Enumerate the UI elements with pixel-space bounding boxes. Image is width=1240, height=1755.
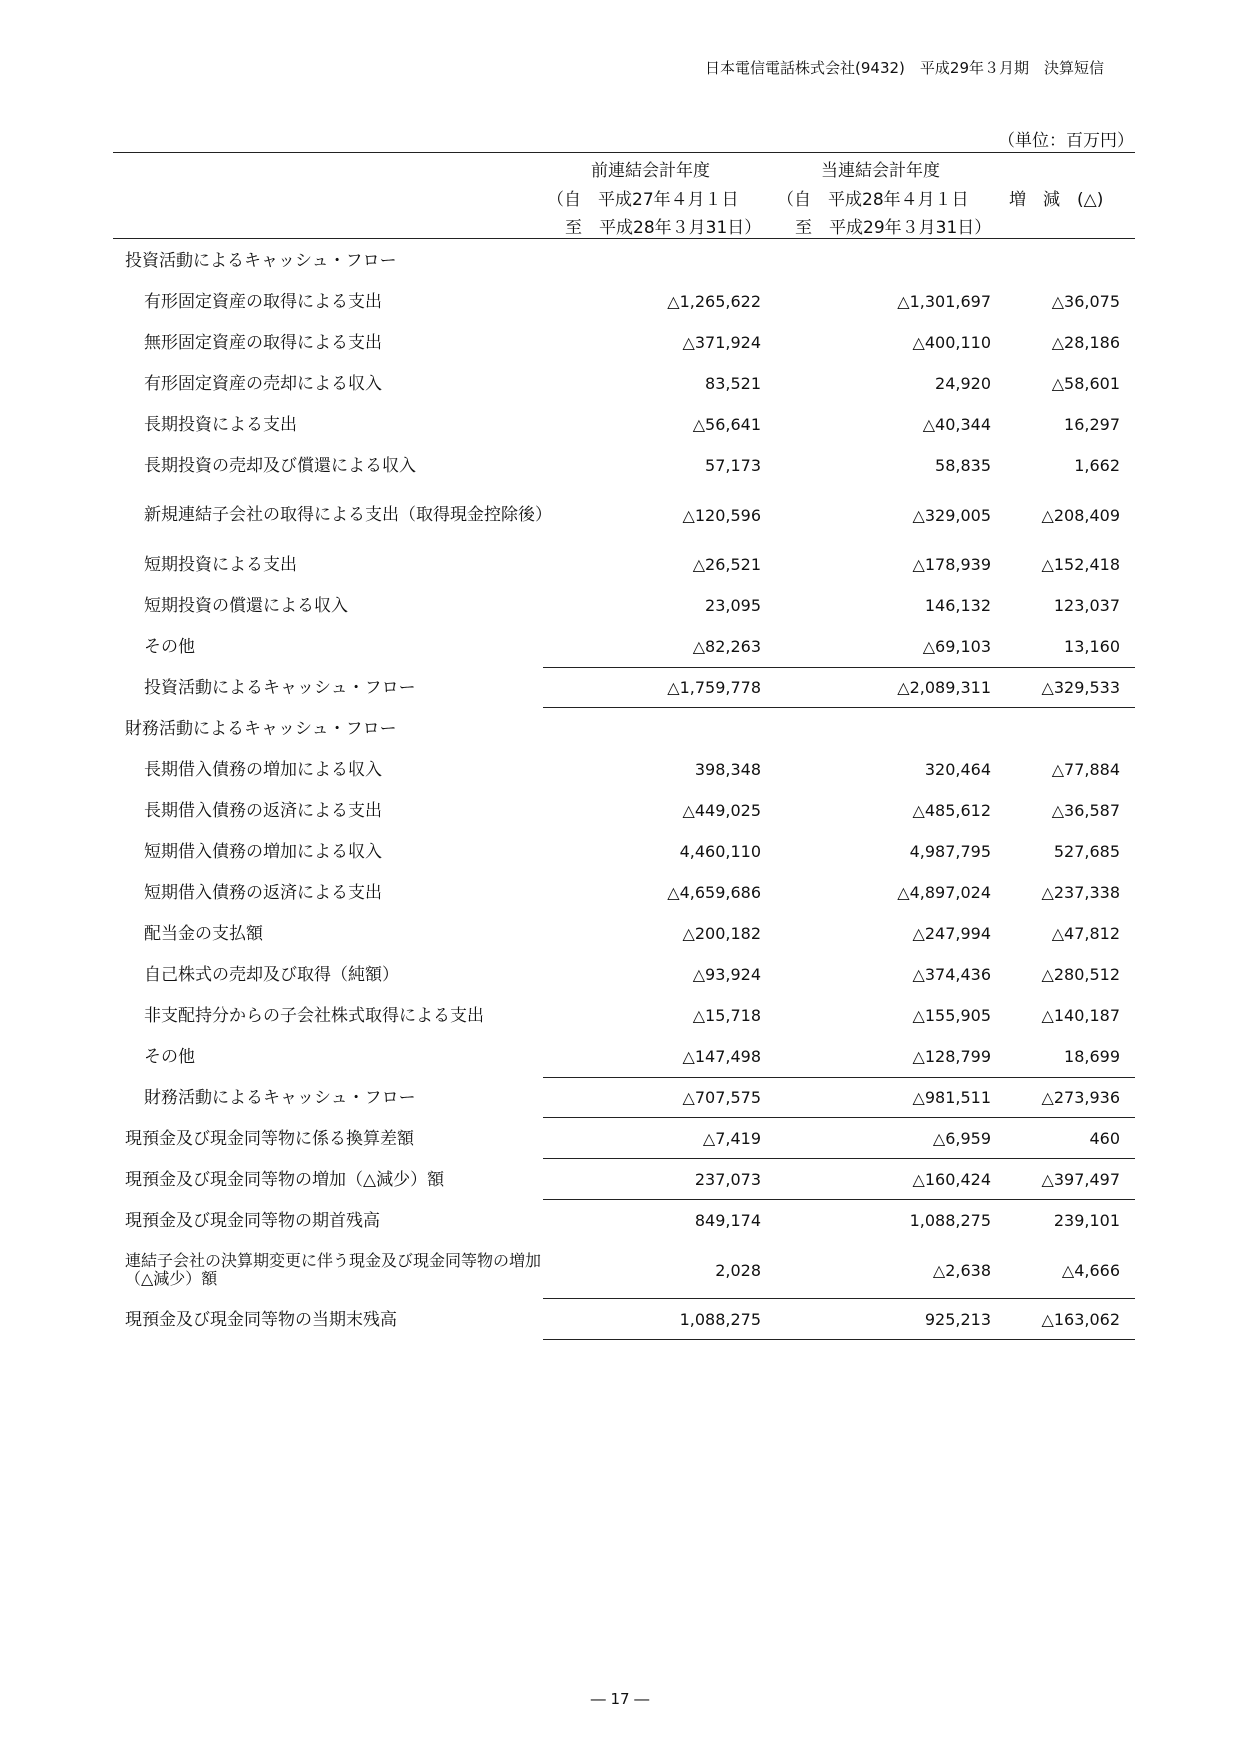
table-row bbox=[113, 667, 1135, 708]
row-label: 新規連結子会社の取得による支出（取得現金控除後） bbox=[144, 505, 552, 525]
row-label: その他 bbox=[144, 1046, 195, 1067]
row-label: 長期投資の売却及び償還による収入 bbox=[144, 455, 416, 476]
table-row bbox=[113, 544, 1135, 585]
diff-value bbox=[1000, 708, 1120, 749]
header-bottom-rule bbox=[113, 238, 1135, 239]
prev-year-value: 2,028 bbox=[715, 1260, 761, 1280]
row-label: 無形固定資産の取得による支出 bbox=[144, 332, 382, 353]
diff-value: 239,101 bbox=[1053, 1211, 1120, 1230]
prev-year-value: 398,348 bbox=[694, 760, 761, 779]
table-row bbox=[113, 872, 1135, 913]
curr-year-value: △1,301,697 bbox=[897, 292, 991, 311]
prev-year-value: △1,759,778 bbox=[667, 678, 761, 697]
prev-year-value: 23,095 bbox=[705, 596, 761, 615]
prev-year-title: 前連結会計年度 bbox=[591, 161, 710, 181]
diff-value: △329,533 bbox=[1041, 678, 1120, 697]
table-row bbox=[113, 749, 1135, 790]
diff-value bbox=[1000, 240, 1120, 281]
row-label: 長期借入債務の増加による収入 bbox=[144, 759, 382, 780]
curr-year-value: △2,638 bbox=[932, 1260, 991, 1280]
curr-year-value: △329,005 bbox=[912, 505, 991, 525]
row-label: 現預金及び現金同等物に係る換算差額 bbox=[125, 1128, 414, 1149]
row-label: 連結子会社の決算期変更に伴う現金及び現金同等物の増加（△減少）額 bbox=[125, 1251, 542, 1288]
prev-year-from: （自 平成27年４月１日 bbox=[547, 190, 739, 210]
row-label: 投資活動によるキャッシュ・フロー bbox=[144, 677, 416, 698]
diff-value: 18,699 bbox=[1064, 1047, 1120, 1066]
row-label: 長期投資による支出 bbox=[144, 414, 297, 435]
table-row bbox=[113, 1036, 1135, 1077]
diff-value: 16,297 bbox=[1064, 415, 1120, 434]
table-body bbox=[113, 240, 1135, 1340]
row-label: 自己株式の売却及び取得（純額） bbox=[144, 964, 399, 985]
row-label: 財務活動によるキャッシュ・フロー bbox=[144, 1087, 416, 1108]
diff-value: 460 bbox=[1089, 1129, 1120, 1148]
row-label: 財務活動によるキャッシュ・フロー bbox=[125, 718, 397, 739]
table-row bbox=[113, 322, 1135, 363]
table-row bbox=[113, 404, 1135, 445]
diff-value: △140,187 bbox=[1041, 1006, 1120, 1025]
row-label: 現預金及び現金同等物の当期末残高 bbox=[125, 1309, 397, 1330]
row-label: 有形固定資産の売却による収入 bbox=[144, 373, 382, 394]
curr-year-title: 当連結会計年度 bbox=[821, 161, 940, 181]
diff-value: △163,062 bbox=[1041, 1310, 1120, 1329]
table-row bbox=[113, 1118, 1135, 1159]
table-row bbox=[113, 708, 1135, 749]
prev-year-value: △449,025 bbox=[682, 801, 761, 820]
diff-value: △273,936 bbox=[1041, 1088, 1120, 1107]
row-label: 短期借入債務の返済による支出 bbox=[144, 882, 382, 903]
diff-value: △36,075 bbox=[1051, 292, 1120, 311]
curr-year-value: △374,436 bbox=[912, 965, 991, 984]
prev-year-value: 4,460,110 bbox=[679, 842, 761, 861]
curr-year-value: △128,799 bbox=[912, 1047, 991, 1066]
diff-value: △58,601 bbox=[1051, 374, 1120, 393]
curr-year-value: △178,939 bbox=[912, 555, 991, 574]
table-row bbox=[113, 831, 1135, 872]
row-label: 短期投資の償還による収入 bbox=[144, 595, 348, 616]
table-row bbox=[113, 954, 1135, 995]
row-label: 現預金及び現金同等物の期首残高 bbox=[125, 1210, 380, 1231]
diff-value: △237,338 bbox=[1041, 883, 1120, 902]
curr-year-value: △247,994 bbox=[912, 924, 991, 943]
table-row bbox=[113, 913, 1135, 954]
curr-year-value bbox=[831, 708, 991, 749]
row-label: 投資活動によるキャッシュ・フロー bbox=[125, 250, 397, 271]
diff-value: △77,884 bbox=[1051, 760, 1120, 779]
prev-year-value: △93,924 bbox=[692, 965, 761, 984]
diff-value: △4,666 bbox=[1061, 1260, 1120, 1280]
curr-year-value: △485,612 bbox=[912, 801, 991, 820]
curr-year-value: △155,905 bbox=[912, 1006, 991, 1025]
row-label: 有形固定資産の取得による支出 bbox=[144, 291, 382, 312]
table-row bbox=[113, 1200, 1135, 1241]
table-row bbox=[113, 626, 1135, 667]
prev-year-value: 849,174 bbox=[694, 1211, 761, 1230]
prev-year-value: △82,263 bbox=[692, 637, 761, 656]
curr-year-value: △2,089,311 bbox=[897, 678, 991, 697]
table-row bbox=[113, 363, 1135, 404]
prev-year-value bbox=[601, 240, 761, 281]
curr-year-value: 925,213 bbox=[924, 1310, 991, 1329]
table-row bbox=[113, 995, 1135, 1036]
prev-year-value: 1,088,275 bbox=[679, 1310, 761, 1329]
curr-year-value: 4,987,795 bbox=[909, 842, 991, 861]
row-label: 現預金及び現金同等物の増加（△減少）額 bbox=[125, 1169, 445, 1190]
curr-year-value: △69,103 bbox=[922, 637, 991, 656]
prev-year-value: △56,641 bbox=[692, 415, 761, 434]
unit-label: （単位：百万円） bbox=[998, 131, 1134, 151]
curr-year-value bbox=[831, 240, 991, 281]
table-row bbox=[113, 240, 1135, 281]
row-label: 短期借入債務の増加による収入 bbox=[144, 841, 382, 862]
prev-year-value: △371,924 bbox=[682, 333, 761, 352]
curr-year-from: （自 平成28年４月１日 bbox=[777, 190, 969, 210]
curr-year-value: △40,344 bbox=[922, 415, 991, 434]
curr-year-value: 58,835 bbox=[935, 456, 991, 475]
prev-year-value bbox=[601, 708, 761, 749]
prev-year-value: △7,419 bbox=[702, 1129, 761, 1148]
row-label: その他 bbox=[144, 636, 195, 657]
curr-year-value: 1,088,275 bbox=[909, 1211, 991, 1230]
prev-year-to: 至 平成28年３月31日） bbox=[565, 218, 762, 238]
table-row bbox=[113, 585, 1135, 626]
diff-value: △280,512 bbox=[1041, 965, 1120, 984]
prev-year-value: △707,575 bbox=[682, 1088, 761, 1107]
table-row bbox=[113, 790, 1135, 831]
prev-year-value: △1,265,622 bbox=[667, 292, 761, 311]
diff-value: △47,812 bbox=[1051, 924, 1120, 943]
page-number: ― 17 ― bbox=[590, 1690, 650, 1708]
curr-year-value: △160,424 bbox=[912, 1170, 991, 1189]
curr-year-value: 320,464 bbox=[924, 760, 991, 779]
column-header bbox=[113, 152, 1135, 240]
prev-year-value: △200,182 bbox=[682, 924, 761, 943]
prev-year-value: △4,659,686 bbox=[667, 883, 761, 902]
row-label: 配当金の支払額 bbox=[144, 923, 263, 944]
curr-year-value: 24,920 bbox=[935, 374, 991, 393]
curr-year-value: △400,110 bbox=[912, 333, 991, 352]
table-row bbox=[113, 281, 1135, 322]
prev-year-value: △147,498 bbox=[682, 1047, 761, 1066]
prev-year-value: △120,596 bbox=[682, 505, 761, 525]
curr-year-value: 146,132 bbox=[924, 596, 991, 615]
table-row bbox=[113, 445, 1135, 486]
row-label: 非支配持分からの子会社株式取得による支出 bbox=[144, 1005, 484, 1026]
row-label: 短期投資による支出 bbox=[144, 554, 297, 575]
diff-value: △28,186 bbox=[1051, 333, 1120, 352]
table-row bbox=[113, 1299, 1135, 1340]
diff-value: △397,497 bbox=[1041, 1170, 1120, 1189]
diff-value: △208,409 bbox=[1041, 505, 1120, 525]
table-row bbox=[113, 1241, 1135, 1299]
table-row bbox=[113, 486, 1135, 544]
prev-year-value: 237,073 bbox=[694, 1170, 761, 1189]
diff-value: 527,685 bbox=[1053, 842, 1120, 861]
diff-title: 増 減 (△) bbox=[1009, 190, 1104, 210]
prev-year-value: 57,173 bbox=[705, 456, 761, 475]
curr-year-value: △981,511 bbox=[912, 1088, 991, 1107]
diff-value: 1,662 bbox=[1074, 456, 1120, 475]
table-row bbox=[113, 1077, 1135, 1118]
row-label: 長期借入債務の返済による支出 bbox=[144, 800, 382, 821]
cash-flow-table bbox=[113, 152, 1135, 1330]
diff-value: 13,160 bbox=[1064, 637, 1120, 656]
diff-value: 123,037 bbox=[1053, 596, 1120, 615]
curr-year-to: 至 平成29年３月31日） bbox=[795, 218, 992, 238]
curr-year-value: △4,897,024 bbox=[897, 883, 991, 902]
diff-value: △152,418 bbox=[1041, 555, 1120, 574]
diff-value: △36,587 bbox=[1051, 801, 1120, 820]
prev-year-value: △15,718 bbox=[692, 1006, 761, 1025]
document-header: 日本電信電話株式会社(9432) 平成29年３月期 決算短信 bbox=[705, 59, 1104, 77]
prev-year-value: 83,521 bbox=[705, 374, 761, 393]
prev-year-value: △26,521 bbox=[692, 555, 761, 574]
curr-year-value: △6,959 bbox=[932, 1129, 991, 1148]
table-row bbox=[113, 1159, 1135, 1200]
